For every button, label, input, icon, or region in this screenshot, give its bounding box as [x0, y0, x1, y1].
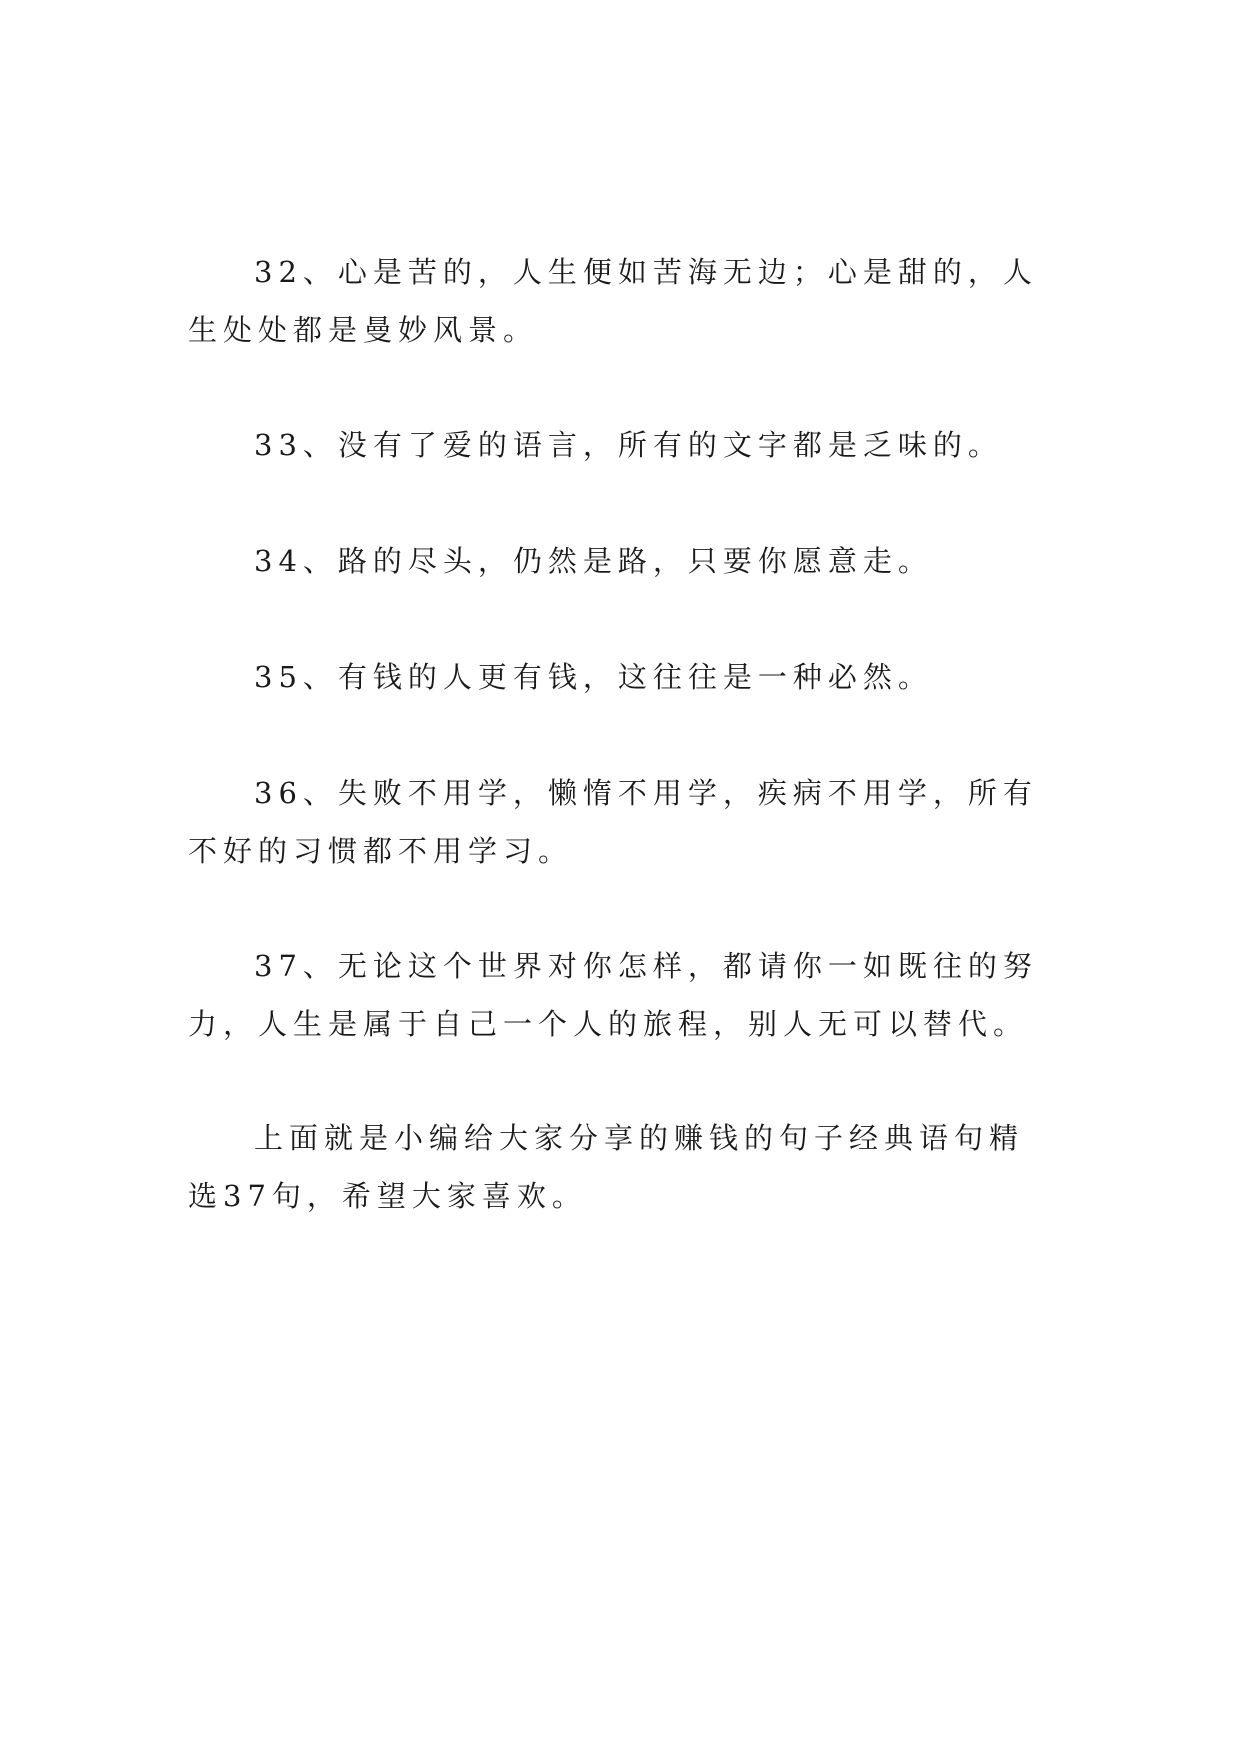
closing-paragraph: 上面就是小编给大家分享的赚钱的句子经典语句精选37句，希望大家喜欢。 — [188, 1121, 1025, 1213]
quote-paragraph-36: 36、失败不用学，懒惰不用学，疾病不用学，所有不好的习惯都不用学习。 — [188, 776, 1038, 868]
quote-paragraph-35: 35、有钱的人更有钱，这往往是一种必然。 — [254, 660, 933, 694]
quote-paragraph-37: 37、无论这个世界对你怎样，都请你一如既往的努力，人生是属于自己一个人的旅程，别人无可以替代。 — [188, 949, 1038, 1041]
quote-paragraph-34: 34、路的尽头，仍然是路，只要你愿意走。 — [254, 544, 933, 578]
quote-paragraph-33: 33、没有了爱的语言，所有的文字都是乏味的。 — [254, 428, 1003, 462]
quote-paragraph-32: 32、心是苦的，人生便如苦海无边；心是甜的，人生处处都是曼妙风景。 — [188, 255, 1038, 347]
